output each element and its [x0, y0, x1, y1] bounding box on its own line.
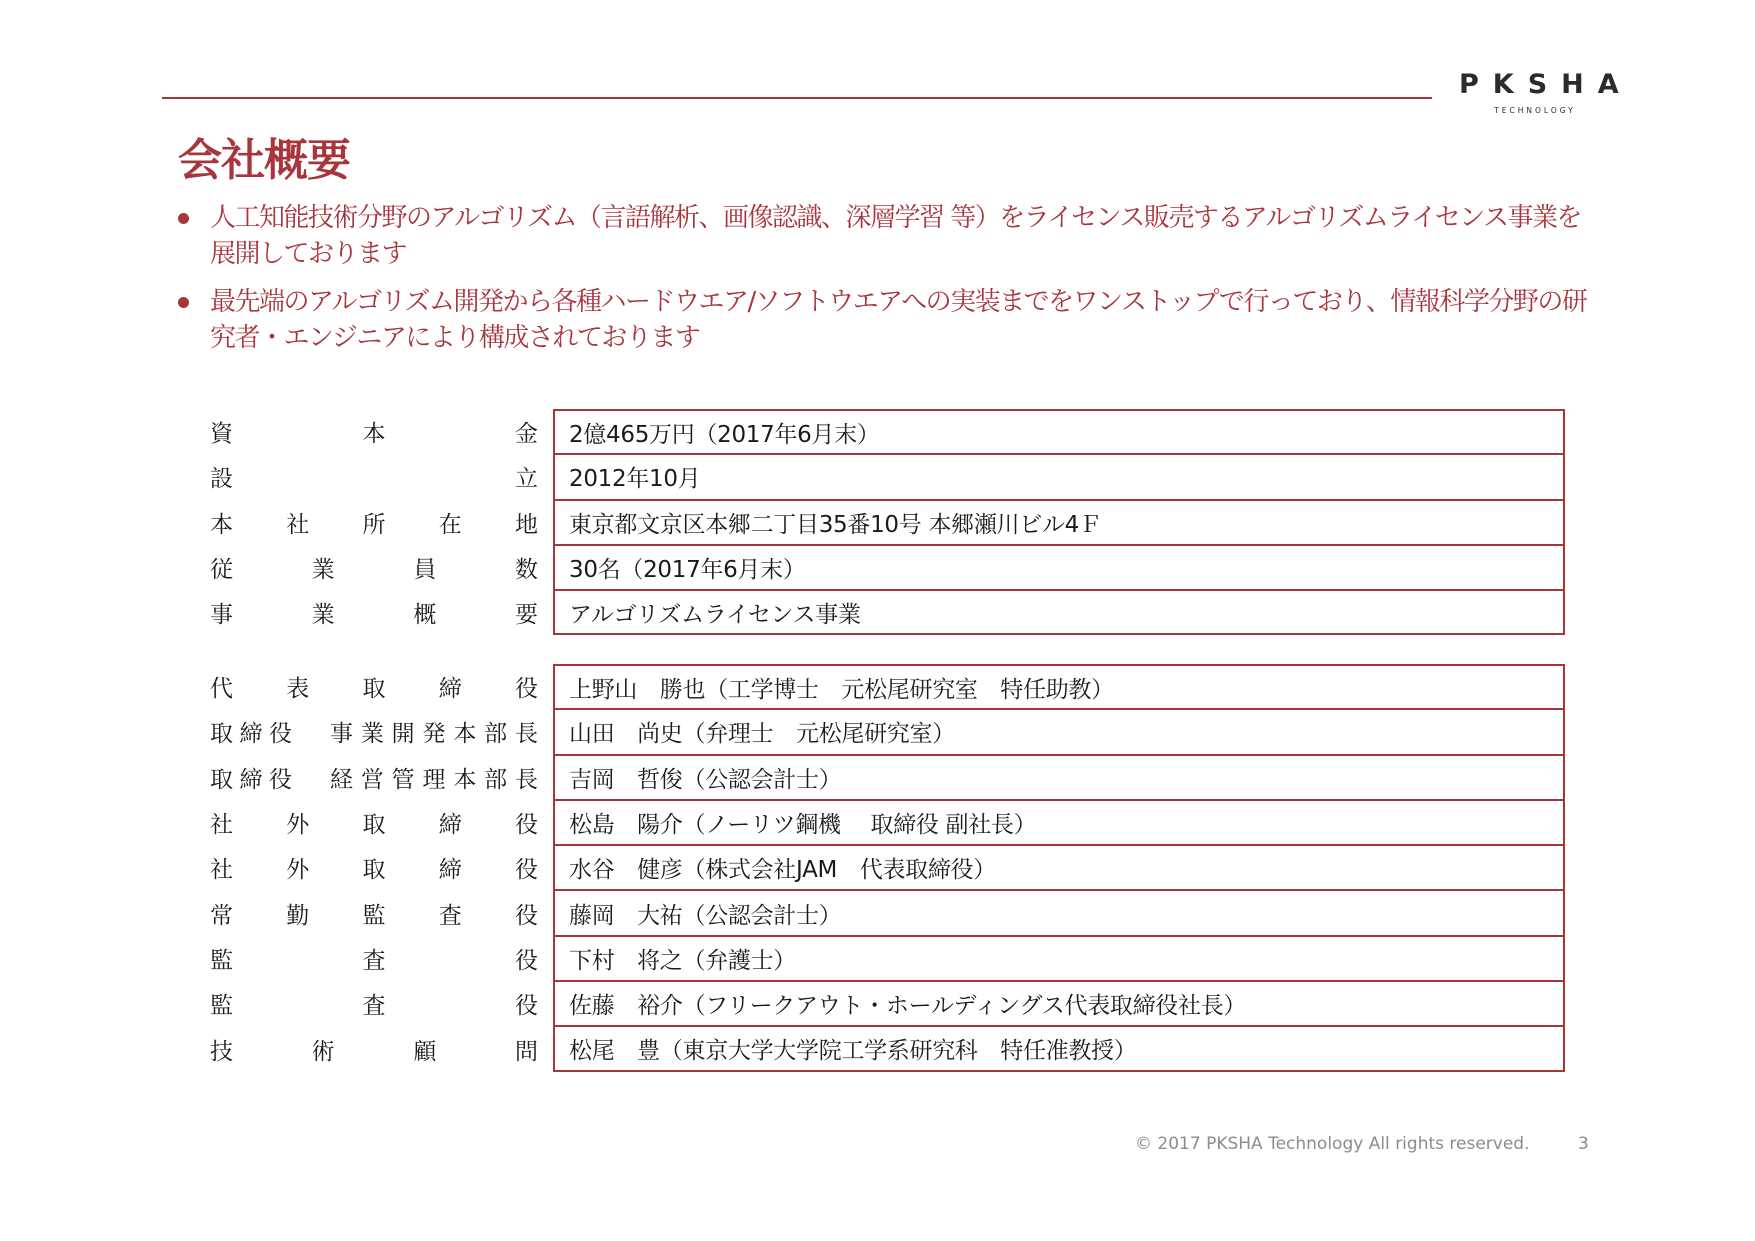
row-value: 上野山 勝也（工学博士 元松尾研究室 特任助教） [553, 664, 1565, 709]
label-char: 本 [210, 511, 233, 538]
row-value: アルゴリズムライセンス事業 [553, 590, 1565, 635]
label-char: 顧 [413, 1038, 437, 1065]
bullet-list [178, 200, 1598, 368]
bullet-item [178, 200, 1598, 272]
label-char: 取 [362, 857, 386, 884]
label-char: 表 [286, 676, 310, 703]
label-group [330, 761, 538, 794]
bullet-dot-icon [178, 297, 189, 308]
label-char: 長 [514, 721, 538, 748]
footer-page-number: 3 [1578, 1134, 1589, 1154]
table-row [210, 981, 1565, 1026]
row-value: 2億465万円（2017年6月末） [553, 409, 1565, 454]
table-row [210, 664, 1565, 709]
label-char: 役 [515, 676, 538, 703]
label-char: 査 [438, 902, 462, 929]
label-char: 役 [515, 902, 538, 929]
label-char: 社 [286, 511, 310, 538]
row-label [210, 845, 538, 890]
row-value: 水谷 健彦（株式会社JAM 代表取締役） [553, 845, 1565, 890]
row-label [210, 800, 538, 845]
row-label [210, 936, 538, 981]
label-char: 取 [210, 721, 233, 748]
row-value: 2012年10月 [553, 454, 1565, 499]
label-char: 数 [514, 557, 538, 584]
label-char: 査 [362, 947, 386, 974]
label-char: 役 [269, 766, 292, 793]
label-char: 部 [484, 721, 508, 748]
label-char: 監 [210, 947, 233, 974]
label-char: 業 [360, 721, 384, 748]
row-label [210, 454, 538, 499]
table-row [210, 500, 1565, 545]
label-char: 監 [210, 993, 233, 1020]
label-group [210, 715, 292, 748]
label-char: 常 [210, 902, 233, 929]
label-char: 役 [269, 721, 292, 748]
label-char: 勤 [286, 902, 310, 929]
label-char: 取 [210, 766, 233, 793]
label-char: 締 [239, 766, 263, 793]
label-char: 締 [438, 857, 462, 884]
label-char: 締 [438, 676, 462, 703]
label-char: 管 [391, 766, 415, 793]
label-char: 役 [515, 993, 538, 1020]
bullet-text: 最先端のアルゴリズム開発から各種ハードウエア/ソフトウエアへの実装までをワンストップで行っており、情報科学分野の研究者・エンジニアにより構成されております [210, 287, 1587, 353]
row-label [210, 409, 538, 454]
label-char: 代 [210, 676, 233, 703]
row-label [210, 1026, 538, 1071]
row-label [210, 664, 538, 709]
label-char: 資 [210, 421, 233, 448]
table-row [210, 545, 1565, 590]
row-value: 松島 陽介（ノーリツ鋼機 取締役 副社長） [553, 800, 1565, 845]
table-row [210, 800, 1565, 845]
table-row [210, 454, 1565, 499]
label-char: 査 [362, 993, 386, 1020]
label-char: 営 [360, 766, 384, 793]
row-value: 東京都文京区本郷二丁目35番10号 本郷瀬川ビル4Ｆ [553, 500, 1565, 545]
label-char: 締 [239, 721, 263, 748]
label-char: 員 [413, 557, 437, 584]
table-row [210, 709, 1565, 754]
label-char: 金 [515, 421, 538, 448]
bullet-item [178, 284, 1598, 356]
label-char: 社 [210, 857, 233, 884]
table-row [210, 845, 1565, 890]
label-char: 理 [422, 766, 446, 793]
row-label [210, 890, 538, 935]
label-char: 従 [210, 557, 233, 584]
row-value: 佐藤 裕介（フリークアウト・ホールディングス代表取締役社長） [553, 981, 1565, 1026]
footer-copyright: © 2017 PKSHA Technology All rights reserved. [1135, 1134, 1530, 1154]
label-char: 外 [286, 857, 310, 884]
row-label [210, 590, 538, 635]
table-row [210, 409, 1565, 454]
label-char: 術 [311, 1038, 335, 1065]
label-char: 開 [391, 721, 415, 748]
label-char: 在 [438, 511, 462, 538]
label-char: 外 [286, 812, 310, 839]
row-label [210, 545, 538, 590]
bullet-text: 人工知能技術分野のアルゴリズム（言語解析、画像認識、深層学習 等）をライセンス販売するアルゴリズムライセンス事業を展開しております [210, 203, 1581, 269]
table-row [210, 755, 1565, 800]
row-label [210, 981, 538, 1026]
label-char: 設 [210, 466, 233, 493]
label-char: 本 [453, 721, 477, 748]
label-char: 部 [484, 766, 508, 793]
row-value: 山田 尚史（弁理士 元松尾研究室） [553, 709, 1565, 754]
label-char: 要 [514, 602, 538, 629]
label-char: 概 [413, 602, 437, 629]
row-label [210, 500, 538, 545]
row-label [210, 709, 538, 754]
table-row [210, 1026, 1565, 1071]
bullet-dot-icon [178, 213, 189, 224]
label-char: 問 [514, 1038, 538, 1065]
logo-subtitle: TECHNOLOGY [1494, 106, 1576, 115]
label-char: 事 [210, 602, 233, 629]
label-char: 取 [362, 676, 386, 703]
label-group [330, 715, 538, 748]
label-char: 経 [330, 766, 353, 793]
row-label [210, 755, 538, 800]
logo-wordmark: PKSHA [1459, 69, 1633, 100]
row-value: 下村 将之（弁護士） [553, 936, 1565, 981]
page-title: 会社概要 [178, 135, 350, 186]
label-char: 業 [311, 602, 335, 629]
label-char: 本 [362, 421, 386, 448]
table-row [210, 936, 1565, 981]
label-group [210, 761, 292, 794]
label-char: 立 [515, 466, 538, 493]
label-char: 社 [210, 812, 233, 839]
label-char: 役 [515, 857, 538, 884]
company-info-table [210, 409, 1565, 635]
table-row [210, 890, 1565, 935]
row-value: 松尾 豊（東京大学大学院工学系研究科 特任准教授） [553, 1026, 1565, 1071]
label-char: 役 [515, 947, 538, 974]
table-row [210, 590, 1565, 635]
label-char: 地 [515, 511, 538, 538]
label-char: 事 [330, 721, 353, 748]
officers-table [210, 664, 1565, 1072]
label-char: 締 [438, 812, 462, 839]
label-char: 長 [514, 766, 538, 793]
label-char: 監 [362, 902, 386, 929]
label-char: 役 [515, 812, 538, 839]
row-value: 藤岡 大祐（公認会計士） [553, 890, 1565, 935]
row-value: 30名（2017年6月末） [553, 545, 1565, 590]
label-char: 本 [453, 766, 477, 793]
company-logo [1445, 69, 1633, 115]
label-char: 取 [362, 812, 386, 839]
label-char: 発 [422, 721, 446, 748]
label-char: 技 [210, 1038, 233, 1065]
row-value: 吉岡 哲俊（公認会計士） [553, 755, 1565, 800]
header-rule [162, 97, 1432, 99]
label-char: 業 [311, 557, 335, 584]
label-char: 所 [362, 511, 386, 538]
